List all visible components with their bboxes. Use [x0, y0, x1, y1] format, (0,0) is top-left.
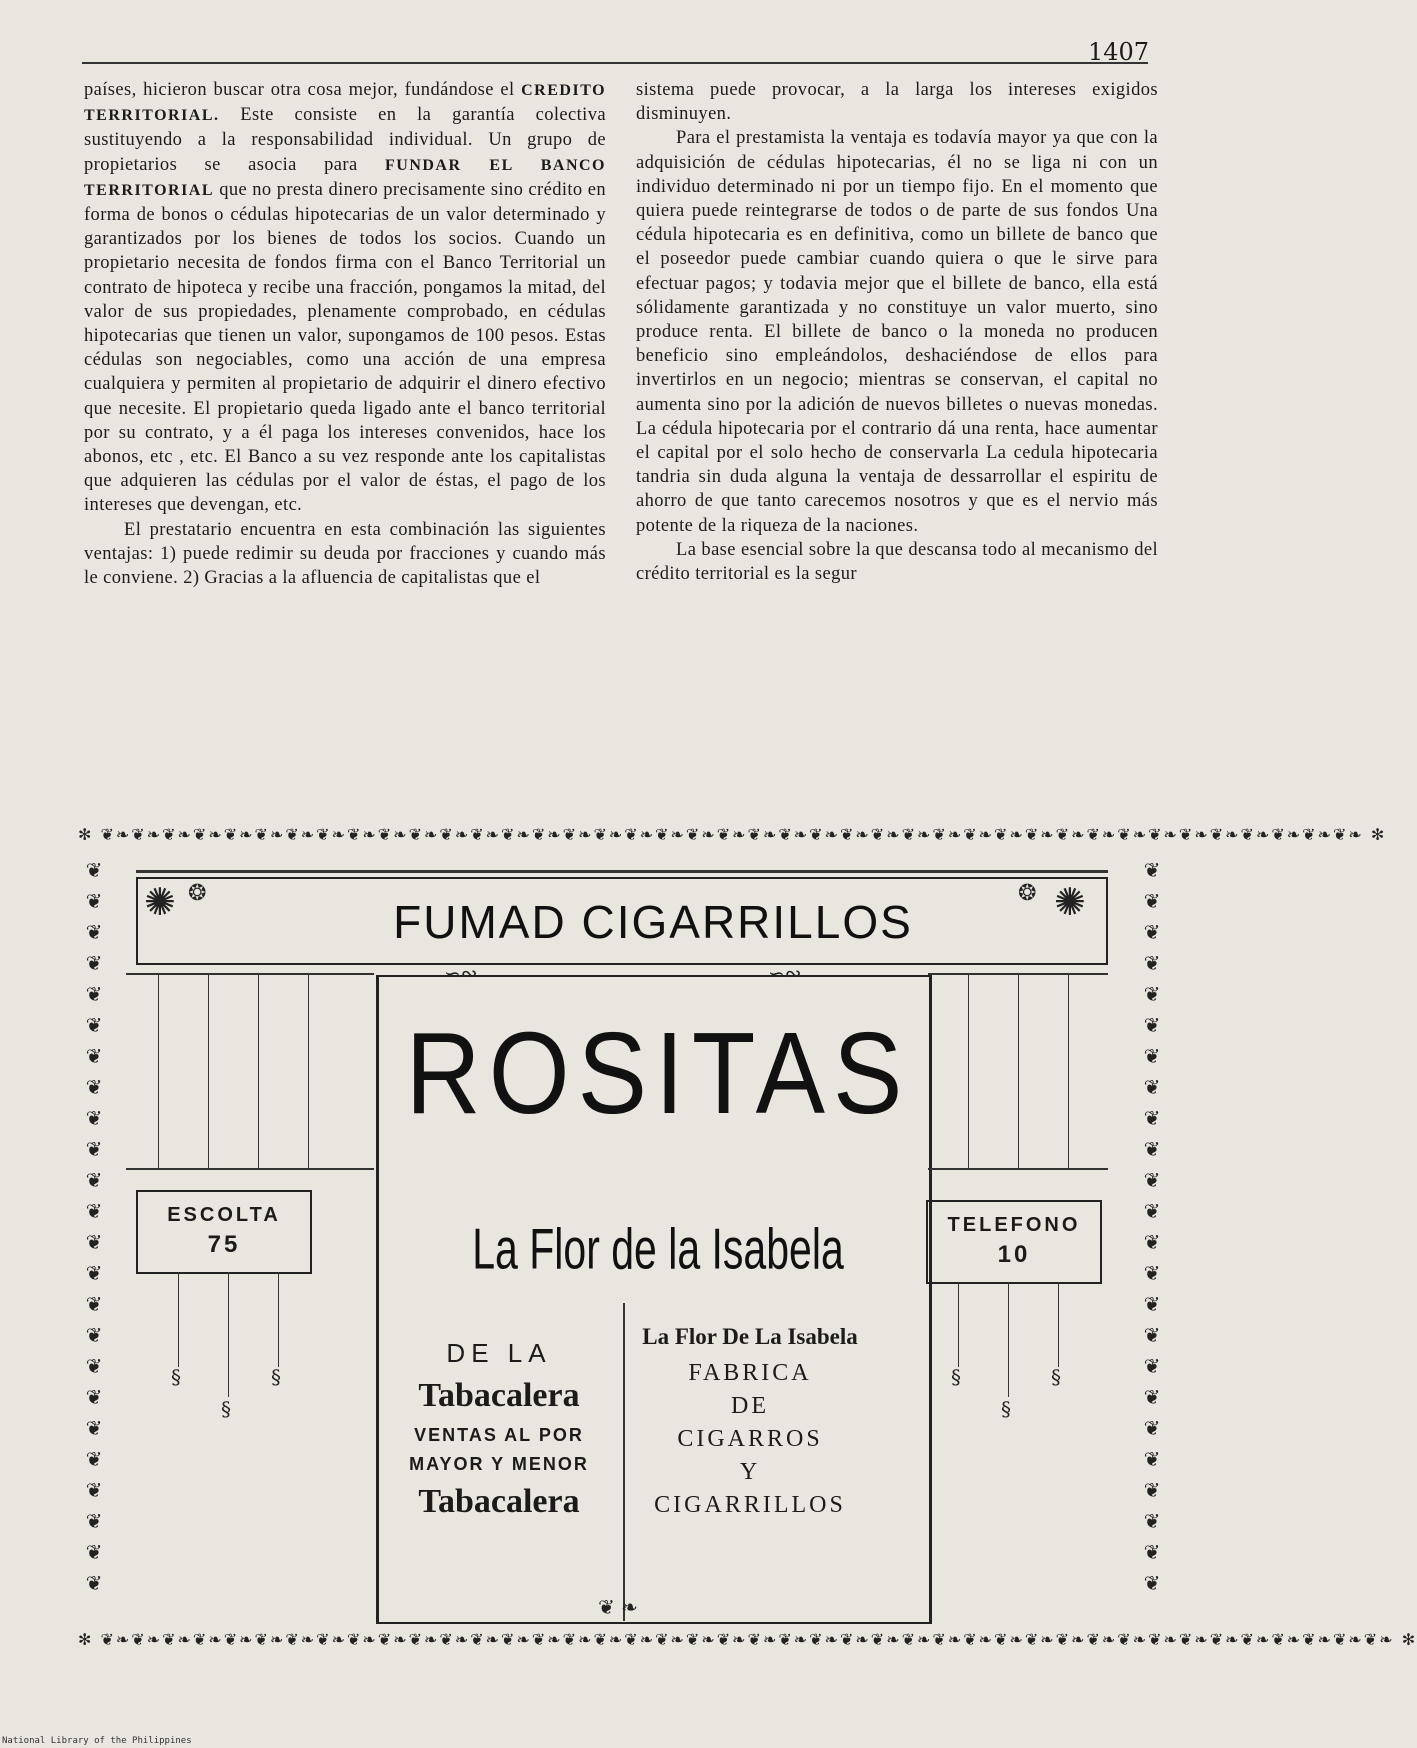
ad-tagline: La Flor de la Isabela [472, 1216, 844, 1282]
scroll-ornament-right: ❂ [1018, 881, 1037, 906]
fabrica-block [630, 1320, 870, 1519]
rule [258, 975, 259, 1170]
rule [1058, 1282, 1059, 1367]
scroll-ornament-left: ❂ [188, 881, 207, 906]
address-number: 75 [207, 1231, 241, 1258]
library-credit: National Library of the Philippines [2, 1736, 192, 1746]
ornamental-border-top: ✻ ❦❧❦❧❦❧❦❧❦❧❦❧❦❧❦❧❦❧❦❧❦❧❦❧❦❧❦❧❦❧❦❧❦❧❦❧❦❧❦❧❦❧❦❧❦❧❦❧❦❧❦❧❦❧❦❧❦❧❦❧❦❧❦❧❦❧❦❧❦❧❦❧❦❧❦❧❦❧❦❧❦❧ ✻ [78, 825, 1387, 844]
rule [158, 975, 159, 1170]
tabacalera-block [374, 1320, 624, 1521]
rule [126, 1168, 374, 1170]
leaf-ornament: ❦ ❧ [598, 1595, 638, 1619]
paragraph: países, hicieron buscar otra cosa mejor, fundándose el CREDITO TERRITORIAL. Este consiste en la garantía colectiva sustituyendo a la responsabilidad individual. Un grupo de propietarios se asocia para FUNDAR EL BANCO TERRITORIAL que no presta dinero precisamente sino crédito en forma de bonos o cédulas hipotecarias de un valor determinado y garantizados por los bienes de todos los socios. Cuando un propietario necesita de fondos firma con el Banco Territorial un contrato de hipoteca y recibe una fracción, pongamos la mitad, del valor de sus propiedades, plenamente comprobado, en cédulas hipotecarias que tienen un valor, supongamos de 100 pesos. Estas cédulas son negociables, como una acción de una empresa cualquiera y permiten al propietario de adquirir el dinero efectivo que necesite. El propietario queda ligado ante el banco territorial por su contrato, y a él paga los intereses convenidos, hace los abonos, etc , etc. El Banco a su vez responde ante los capitalistas que adquieren las cédulas por el valor de éstas, el pago de los intereses que devengan, etc. [84, 80, 607, 516]
tabacalera-text: Tabacalera [418, 1483, 580, 1520]
fabrica-line: Y [739, 1459, 761, 1485]
rule [1008, 1282, 1009, 1397]
fabrica-title: La Flor De La Isabela [642, 1324, 858, 1349]
fabrica-line: FABRICA [688, 1360, 812, 1386]
rule [968, 975, 969, 1170]
telefono-box [926, 1200, 1102, 1284]
cigarette-advertisement [78, 825, 1417, 1650]
tabacalera-text: Tabacalera [418, 1377, 580, 1414]
rule [178, 1272, 179, 1367]
ad-headline: FUMAD CIGARRILLOS [393, 896, 913, 948]
telefono-number: 10 [997, 1241, 1031, 1268]
paragraph: Para el prestamista la ventaja es todavía mayor ya que con la adquisición de cédulas hipotecarias, él no se liga ni con un individuo determinado ni por un tiempo fijo. En el momento que quiera puede reintegrarse de todos o de parte de sus fondos Una cédula hipotecaria es en definitiva, como un billete de banco que el poseedor puede cambiar cuando quiera o que le sirve para efectuar pagos; y todavia mejor que el billete de banco, ella está sólidamente garantizada y no constituye un valor muerto, sino produce renta. El billete de banco o la moneda no producen beneficio sino empleándolos, deshaciéndose de ellos para invertirlos en un negocio; mientras se conservan, el capital no aumenta sino por la adición de nuevos billetes o nuevas monedas. La cédula hipotecaria por el contrario dá una renta, hace aumentar el capital por el solo hecho de conservarla La cedula hipotecaria tandria sin duda alguna la ventaja de dessarrollar el espiritu de ahorro de que tanto carecemos nosotros y que es el nervio más potente de la riqueza de la naciones. [636, 128, 1158, 536]
rule [958, 1282, 959, 1367]
rule [208, 975, 209, 1170]
rule [278, 1272, 279, 1367]
rule [308, 975, 309, 1170]
fabrica-line: CIGARROS [677, 1426, 823, 1452]
sunburst-ornament-right: ✺ [1054, 880, 1086, 924]
article-right-column [636, 78, 1158, 586]
page-number: 1407 [1088, 38, 1150, 66]
flourish: § [1001, 1397, 1011, 1421]
ornamental-border-bottom: ✻ ❦❧❦❧❦❧❦❧❦❧❦❧❦❧❦❧❦❧❦❧❦❧❦❧❦❧❦❧❦❧❦❧❦❧❦❧❦❧❦❧❦❧❦❧❦❧❦❧❦❧❦❧❦❧❦❧❦❧❦❧❦❧❦❧❦❧❦❧❦❧❦❧❦❧❦❧❦❧❦❧❦❧❦❧ ✻ [78, 1630, 1417, 1649]
ornamental-border-right: ❦ ❦ ❦ ❦ ❦ ❦ ❦ ❦ ❦ ❦ ❦ ❦ ❦ ❦ ❦ ❦ ❦ ❦ ❦ ❦ ❦ ❦ ❦ ❦ [1143, 858, 1161, 1595]
rule [1068, 975, 1069, 1170]
paragraph: sistema puede provocar, a la larga los intereses exigidos disminuyen. [636, 80, 1158, 125]
rule [228, 1272, 229, 1397]
mayor-text: MAYOR Y MENOR [409, 1454, 589, 1474]
ornamental-border-left: ❦ ❦ ❦ ❦ ❦ ❦ ❦ ❦ ❦ ❦ ❦ ❦ ❦ ❦ ❦ ❦ ❦ ❦ ❦ ❦ ❦ ❦ ❦ ❦ [85, 858, 103, 1595]
paragraph: El prestatario encuentra en esta combinación las siguientes ventajas: 1) puede redimir su deuda por fracciones y cuando más le conviene. 2) Gracias a la afluencia de capitalistas que el [84, 519, 606, 589]
flourish: § [1051, 1365, 1061, 1389]
de-la-text: DE LA [446, 1338, 552, 1368]
flourish: § [951, 1365, 961, 1389]
rule [928, 1168, 1108, 1170]
paragraph: La base esencial sobre la que descansa todo al mecanismo del crédito territorial es la segur [636, 539, 1158, 585]
flourish: § [221, 1397, 231, 1421]
article-left-column [84, 78, 606, 590]
flourish: ∽∾ [768, 961, 802, 985]
escolta-address-box [136, 1190, 312, 1274]
fabrica-line: CIGARRILLOS [654, 1492, 846, 1518]
header-rule [82, 62, 1148, 64]
flourish: § [271, 1365, 281, 1389]
frame-rule [136, 870, 1108, 873]
ventas-text: VENTAS AL POR [414, 1425, 584, 1445]
fabrica-line: DE [731, 1393, 769, 1419]
flourish: ∽∾ [444, 961, 478, 985]
flourish: § [171, 1365, 181, 1389]
rule [126, 973, 374, 975]
telefono-label: TELEFONO [947, 1214, 1081, 1236]
address-street: ESCOLTA [167, 1204, 281, 1226]
brand-name: ROSITAS [405, 1008, 911, 1139]
rule [1018, 975, 1019, 1170]
sunburst-ornament-left: ✺ [144, 880, 176, 924]
